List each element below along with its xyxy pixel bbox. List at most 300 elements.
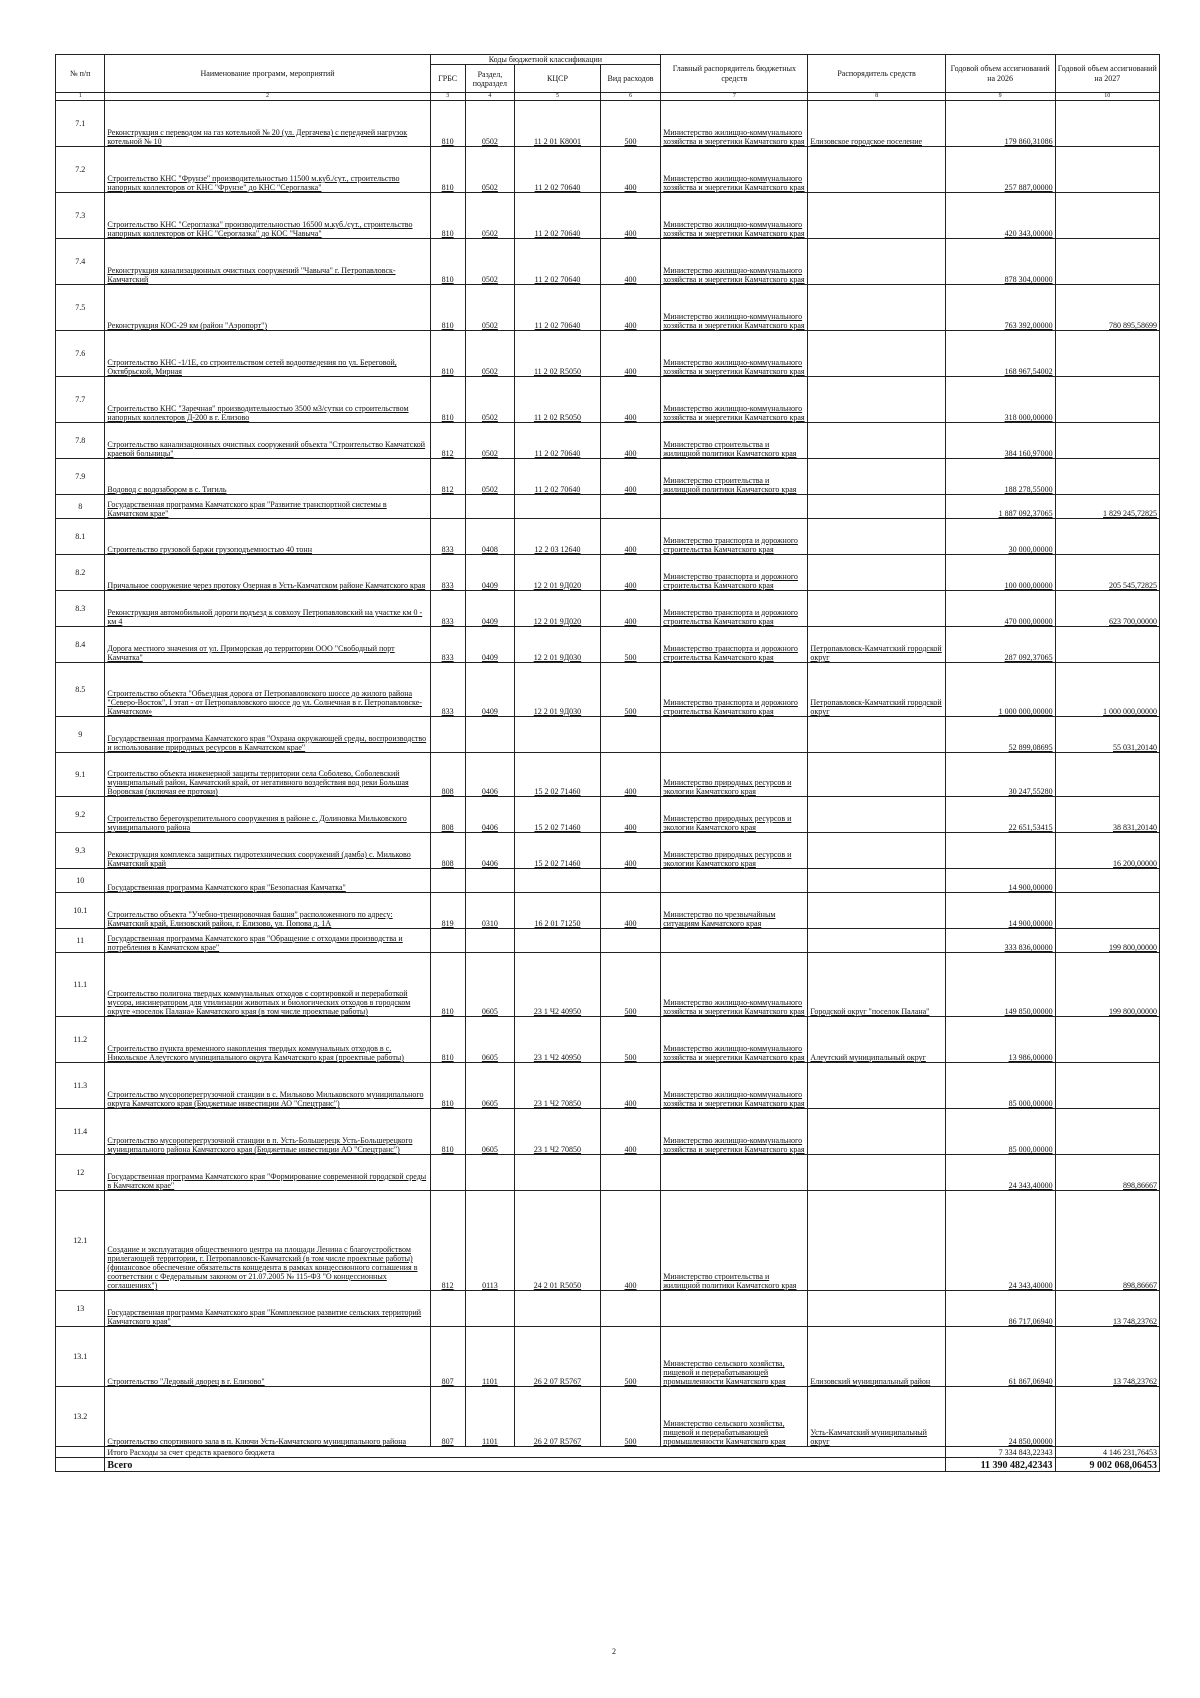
subtotal-2026: 7 334 843,22343 [945,1447,1055,1458]
row-main-admin [661,147,808,193]
row-vid-text: 400 [624,1145,637,1154]
row-vol-2027 [1055,377,1159,423]
row-vol-2027 [1055,627,1159,663]
grand-total-2027: 9 002 068,06453 [1055,1458,1159,1472]
table-row [56,459,1160,495]
row-name-text: Строительство КНС "Сероглазка" производительностью 16500 м.куб./сут., строительство напорных коллекторов от КНС "Сероглазка" до КОС "Чавыча" [107,219,413,238]
row-vol-2026-text: 878 304,00000 [1004,275,1053,284]
row-main-admin-text: Министерство жилищно-коммунального хозяйства и энергетики Камчатского края [663,1043,805,1062]
row-admin [808,1017,945,1063]
row-razdel-text: 0409 [481,617,498,626]
row-number: 7.7 [56,377,105,423]
row-vol-2027 [1055,869,1159,893]
row-vol-2026-text: 24 850,00000 [1008,1437,1053,1446]
row-vol-2026-text: 30 247,55280 [1008,787,1053,796]
row-name-text: Реконструкция автомобильной дороги подъезд к совхозу Петропавловский на участке км 0 - км 4 [107,607,423,626]
grand-total-row [56,1458,1160,1472]
row-main-admin [661,1109,808,1155]
row-razdel-text: 0502 [481,413,498,422]
row-razdel [465,239,514,285]
row-admin [808,1327,945,1387]
colnum: 5 [515,93,601,101]
row-name [105,833,430,869]
row-vol-2026 [945,833,1055,869]
row-kcsr [515,1327,601,1387]
row-vol-2026-text: 1 000 000,00000 [998,707,1053,716]
row-vol-2026 [945,869,1055,893]
row-main-admin [661,331,808,377]
row-grbs [430,833,465,869]
row-grbs [430,459,465,495]
row-name [105,663,430,717]
row-name [105,1017,430,1063]
row-grbs [430,423,465,459]
row-number: 8.3 [56,591,105,627]
row-vid [600,1387,660,1447]
table-row [56,953,1160,1017]
row-name-text: Строительство КНС "Заречная" производительностью 3500 м3/сутки со строительством напорных коллекторов Д-200 в г. Елизово [107,403,409,422]
row-main-admin-text: Министерство жилищно-коммунального хозяйства и энергетики Камчатского края [663,219,805,238]
row-razdel-text: 0406 [481,823,498,832]
row-vol-2026 [945,797,1055,833]
row-main-admin-text: Министерство строительства и жилищной политики Камчатского края [663,1271,797,1290]
colnum: 7 [661,93,808,101]
row-main-admin-text: Министерство жилищно-коммунального хозяйства и энергетики Камчатского края [663,311,805,330]
row-vid [600,627,660,663]
row-vid-text: 400 [624,581,637,590]
row-razdel-text: 0409 [481,653,498,662]
row-name [105,331,430,377]
row-vol-2026-text: 24 343,40000 [1008,1281,1053,1290]
row-kcsr [515,627,601,663]
row-name-text: Строительство КНС -1/1Е, со строительством сетей водоотведения по ул. Береговой, Октябрьской, Мирная [107,357,397,376]
table-row [56,285,1160,331]
row-vid [600,663,660,717]
row-name-text: Строительство КНС "Фрунзе" производительностью 11500 м.куб./сут., строительство напорных коллекторов от КНС "Фрунзе" до КНС "Сероглазка" [107,173,400,192]
subtotal-2027: 4 146 231,76453 [1055,1447,1159,1458]
row-vol-2026 [945,285,1055,331]
row-razdel [465,953,514,1017]
row-admin [808,1387,945,1447]
row-vol-2027 [1055,423,1159,459]
row-number: 9.3 [56,833,105,869]
row-vid [600,1291,660,1327]
row-vid [600,1017,660,1063]
row-grbs [430,331,465,377]
table-row [56,1387,1160,1447]
row-razdel [465,193,514,239]
row-number: 8.1 [56,519,105,555]
row-vol-2027 [1055,893,1159,929]
row-vol-2027 [1055,797,1159,833]
row-grbs [430,753,465,797]
row-grbs [430,591,465,627]
table-row [56,1109,1160,1155]
row-grbs-text: 810 [441,413,454,422]
row-number: 8.5 [56,663,105,717]
row-admin-text: Елизовский муниципальный район [810,1377,931,1386]
row-main-admin-text: Министерство жилищно-коммунального хозяйства и энергетики Камчатского края [663,1135,805,1154]
row-vid-text: 400 [624,617,637,626]
header-codes-group: Коды бюджетной классификации [430,55,661,65]
row-main-admin-text: Министерство жилищно-коммунального хозяйства и энергетики Камчатского края [663,1089,805,1108]
row-vid-text: 400 [624,275,637,284]
row-razdel [465,663,514,717]
row-main-admin [661,193,808,239]
row-kcsr-text: 12 2 01 9Д030 [533,653,582,662]
row-vol-2027-text: 623 700,00000 [1109,617,1157,626]
row-number: 7.9 [56,459,105,495]
row-razdel-text: 0502 [481,321,498,330]
row-vol-2026 [945,663,1055,717]
row-main-admin-text: Министерство сельского хозяйства, пищевой и перерабатывающей промышленности Камчатского края [663,1358,786,1386]
row-name-text: Реконструкция комплекса защитных гидротехнических сооружений (дамба) с. Мильково Камчатский край [107,849,411,868]
row-number: 7.6 [56,331,105,377]
row-admin [808,869,945,893]
row-main-admin [661,953,808,1017]
row-grbs-text: 810 [441,367,454,376]
page-number: 2 [612,1647,616,1656]
row-vol-2026 [945,377,1055,423]
row-grbs [430,1387,465,1447]
row-kcsr [515,717,601,753]
row-number: 13.1 [56,1327,105,1387]
row-kcsr [515,193,601,239]
row-main-admin [661,663,808,717]
row-grbs [430,929,465,953]
row-razdel [465,1155,514,1191]
row-name-text: Строительство мусороперегрузочной станции в с. Мильково Мильковского муниципального округа Камчатского края (Бюджетные инвестиции АО "Спецтранс") [107,1089,424,1108]
row-vol-2026 [945,1017,1055,1063]
row-main-admin-text: Министерство транспорта и дорожного строительства Камчатского края [663,535,798,554]
row-razdel [465,519,514,555]
row-vol-2026-text: 318 000,00000 [1004,413,1053,422]
row-name-text: Строительство грузовой баржи грузоподъемностью 40 тонн [107,545,312,554]
row-razdel-text: 0502 [481,275,498,284]
colnum: 1 [56,93,105,101]
row-kcsr-text: 26 2 07 R5767 [533,1437,582,1446]
row-vid [600,1327,660,1387]
row-name-text: Строительство объекта "Объездная дорога от Петропавловского шоссе до жилого района "Северо-Восток", I этап - от Петропавловского шоссе до ул. Солнечная в г. Петропавловске-Камчатском» [107,688,422,716]
row-main-admin-text: Министерство жилищно-коммунального хозяйства и энергетики Камчатского края [663,173,805,192]
row-admin [808,953,945,1017]
row-vol-2026-text: 85 000,00000 [1008,1145,1053,1154]
row-grbs [430,1327,465,1387]
row-number: 7.1 [56,101,105,147]
row-name-text: Государственная программа Камчатского края "Комплексное развитие сельских территорий Камчатского края" [107,1307,422,1326]
row-razdel [465,555,514,591]
row-razdel [465,797,514,833]
row-vid [600,953,660,1017]
row-vol-2026-text: 470 000,00000 [1004,617,1053,626]
row-main-admin [661,753,808,797]
row-kcsr [515,893,601,929]
row-grbs-text: 833 [441,707,454,716]
row-vol-2026 [945,953,1055,1017]
row-razdel-text: 0408 [481,545,498,554]
row-name [105,193,430,239]
row-name-text: Государственная программа Камчатского края "Формирование современной городской среды в Камчатском крае" [107,1171,427,1190]
row-kcsr-text: 12 2 01 9Д020 [533,617,582,626]
row-grbs [430,627,465,663]
row-vid-text: 400 [624,1281,637,1290]
row-name [105,1191,430,1291]
row-kcsr-text: 24 2 01 R5050 [533,1281,582,1290]
row-name [105,459,430,495]
row-name-text: Государственная программа Камчатского края "Обращение с отходами производства и потребления в Камчатском крае" [107,933,403,952]
row-admin [808,193,945,239]
row-vid-text: 400 [624,229,637,238]
row-main-admin [661,833,808,869]
row-grbs-text: 810 [441,1145,454,1154]
table-header [56,55,1160,101]
row-vol-2027-text: 16 200,00000 [1113,859,1157,868]
row-main-admin [661,797,808,833]
row-razdel [465,377,514,423]
row-vol-2027 [1055,1109,1159,1155]
row-vol-2026-text: 420 343,00000 [1004,229,1053,238]
row-vol-2027 [1055,833,1159,869]
row-vol-2027-text: 780 895,58699 [1109,321,1157,330]
row-admin-text: Алеутский муниципальный округ [810,1053,926,1062]
row-vol-2026 [945,1109,1055,1155]
row-vol-2027 [1055,519,1159,555]
row-admin [808,1155,945,1191]
row-name-text: Строительство спортивного зала в п. Ключи Усть-Камчатского муниципального района [107,1437,407,1446]
row-vol-2026 [945,753,1055,797]
row-vol-2026 [945,331,1055,377]
row-number: 9.2 [56,797,105,833]
table-row [56,833,1160,869]
row-grbs [430,953,465,1017]
row-vol-2027 [1055,663,1159,717]
table-row [56,519,1160,555]
row-admin-text: Петропавловск-Камчатский городской округ [810,643,942,662]
row-main-admin-text: Министерство сельского хозяйства, пищевой и перерабатывающей промышленности Камчатского края [663,1418,786,1446]
row-vid-text: 500 [624,1377,637,1386]
row-kcsr [515,377,601,423]
row-main-admin [661,591,808,627]
row-number: 7.4 [56,239,105,285]
row-vol-2026-text: 1 887 092,37065 [998,509,1053,518]
row-vid [600,519,660,555]
row-vol-2027-text: 199 800,00000 [1109,943,1157,952]
row-vid-text: 400 [624,545,637,554]
row-admin [808,1109,945,1155]
row-main-admin-text: Министерство строительства и жилищной политики Камчатского края [663,475,797,494]
row-razdel-text: 0502 [481,485,498,494]
row-admin [808,717,945,753]
row-number: 7.3 [56,193,105,239]
row-razdel [465,1191,514,1291]
row-vid [600,423,660,459]
row-grbs-text: 833 [441,581,454,590]
row-kcsr [515,1063,601,1109]
table-row [56,1191,1160,1291]
header-column-numbers [56,93,1160,101]
row-razdel-text: 0406 [481,859,498,868]
row-kcsr [515,1291,601,1327]
row-name-text: Причальное сооружение через протоку Озерная в Усть-Камчатском районе Камчатского края [107,581,426,590]
row-grbs [430,1063,465,1109]
row-grbs [430,147,465,193]
row-vol-2027 [1055,459,1159,495]
row-number: 12.1 [56,1191,105,1291]
subtotal-label: Итого Расходы за счет средств краевого бюджета [105,1447,945,1458]
row-name-text: Государственная программа Камчатского края "Развитие транспортной системы в Камчатском крае" [107,499,387,518]
row-vid-text: 400 [624,183,637,192]
row-main-admin [661,1063,808,1109]
row-admin [808,423,945,459]
row-razdel-text: 0113 [482,1281,498,1290]
header-grbs: ГРБС [430,65,465,93]
row-vol-2026-text: 384 160,97000 [1004,449,1053,458]
row-vol-2026 [945,495,1055,519]
row-main-admin-text: Министерство транспорта и дорожного строительства Камчатского края [663,607,798,626]
row-vol-2026-text: 14 900,00000 [1008,883,1053,892]
row-kcsr [515,495,601,519]
row-main-admin-text: Министерство природных ресурсов и экологии Камчатского края [663,813,792,832]
row-name [105,519,430,555]
row-grbs-text: 833 [441,545,454,554]
row-vol-2026-text: 100 000,00000 [1004,581,1053,590]
row-main-admin-text: Министерство жилищно-коммунального хозяйства и энергетики Камчатского края [663,357,805,376]
row-kcsr-text: 11 2 02 70640 [534,229,581,238]
row-vol-2026 [945,555,1055,591]
row-name-text: Строительство "Ледовый дворец в г. Елизово" [107,1377,265,1386]
row-kcsr-text: 26 2 07 R5767 [533,1377,582,1386]
row-number: 8 [56,495,105,519]
row-vid [600,239,660,285]
row-razdel [465,147,514,193]
row-kcsr [515,1155,601,1191]
row-grbs [430,519,465,555]
row-kcsr-text: 11 2 02 70640 [534,183,581,192]
row-main-admin-text: Министерство строительства и жилищной политики Камчатского края [663,439,797,458]
row-razdel-text: 0502 [481,367,498,376]
row-grbs [430,495,465,519]
row-admin [808,459,945,495]
table-row [56,1291,1160,1327]
header-main-admin: Главный распорядитель бюджетных средств [661,55,808,93]
row-vol-2027 [1055,1327,1159,1387]
row-kcsr [515,591,601,627]
row-vol-2027 [1055,753,1159,797]
row-vol-2027-text: 1 000 000,00000 [1103,707,1157,716]
row-main-admin-text: Министерство транспорта и дорожного строительства Камчатского края [663,571,798,590]
row-main-admin [661,459,808,495]
row-grbs [430,285,465,331]
table-row [56,1327,1160,1387]
row-razdel [465,101,514,147]
row-razdel-text: 1101 [482,1437,498,1446]
row-name [105,377,430,423]
row-vol-2026 [945,1155,1055,1191]
table-row [56,193,1160,239]
row-grbs-text: 819 [441,919,454,928]
row-vol-2026-text: 257 887,00000 [1004,183,1053,192]
row-vol-2026-text: 287 092,37065 [1004,653,1053,662]
row-grbs-text: 807 [441,1377,454,1386]
row-grbs-text: 812 [441,449,454,458]
row-number: 10.1 [56,893,105,929]
row-main-admin-text: Министерство по чрезвычайным ситуациям Камчатского края [663,909,776,928]
row-vol-2026-text: 763 392,00000 [1004,321,1053,330]
row-name [105,1387,430,1447]
row-main-admin [661,869,808,893]
colnum: 4 [465,93,514,101]
row-main-admin-text: Министерство природных ресурсов и экологии Камчатского края [663,777,792,796]
row-admin [808,147,945,193]
table-body [56,101,1160,1472]
row-grbs-text: 833 [441,653,454,662]
table-row [56,717,1160,753]
row-kcsr-text: 23 1 Ч2 70850 [533,1145,582,1154]
row-grbs [430,101,465,147]
row-vol-2026-text: 149 850,00000 [1004,1007,1053,1016]
table-row [56,753,1160,797]
row-vid-text: 500 [624,707,637,716]
row-vid-text: 400 [624,1099,637,1108]
row-kcsr [515,285,601,331]
table-row [56,663,1160,717]
row-razdel-text: 0605 [481,1145,498,1154]
row-grbs-text: 808 [441,859,454,868]
row-vol-2026 [945,147,1055,193]
header-vol-2026: Годовой объем ассигнований на 2026 [945,55,1055,93]
row-name [105,1109,430,1155]
row-kcsr [515,753,601,797]
row-vol-2027 [1055,1155,1159,1191]
row-name [105,239,430,285]
row-grbs [430,663,465,717]
row-vol-2026 [945,193,1055,239]
table-row [56,377,1160,423]
row-main-admin [661,1387,808,1447]
row-vol-2026 [945,591,1055,627]
row-admin [808,591,945,627]
row-vol-2027 [1055,1191,1159,1291]
row-grbs [430,1155,465,1191]
row-vol-2026-text: 333 836,00000 [1004,943,1053,952]
row-vol-2027 [1055,101,1159,147]
row-admin-text: Петропавловск-Камчатский городской округ [810,697,942,716]
row-name [105,101,430,147]
row-main-admin [661,423,808,459]
row-number: 9 [56,717,105,753]
header-admin: Распорядитель средств [808,55,945,93]
row-admin [808,753,945,797]
row-main-admin [661,717,808,753]
row-name [105,869,430,893]
row-name [105,591,430,627]
row-vid-text: 500 [624,1007,637,1016]
row-vid-text: 400 [624,367,637,376]
row-main-admin [661,627,808,663]
row-main-admin-text: Министерство жилищно-коммунального хозяйства и энергетики Камчатского края [663,127,805,146]
row-vol-2026 [945,459,1055,495]
row-name-text: Государственная программа Камчатского края "Безопасная Камчатка" [107,883,346,892]
row-vol-2026 [945,1387,1055,1447]
table-row [56,423,1160,459]
row-main-admin [661,1017,808,1063]
row-kcsr [515,519,601,555]
row-grbs-text: 808 [441,787,454,796]
row-admin-text: Елизовское городское поселение [810,137,923,146]
row-name [105,285,430,331]
row-vid [600,377,660,423]
row-vid [600,797,660,833]
